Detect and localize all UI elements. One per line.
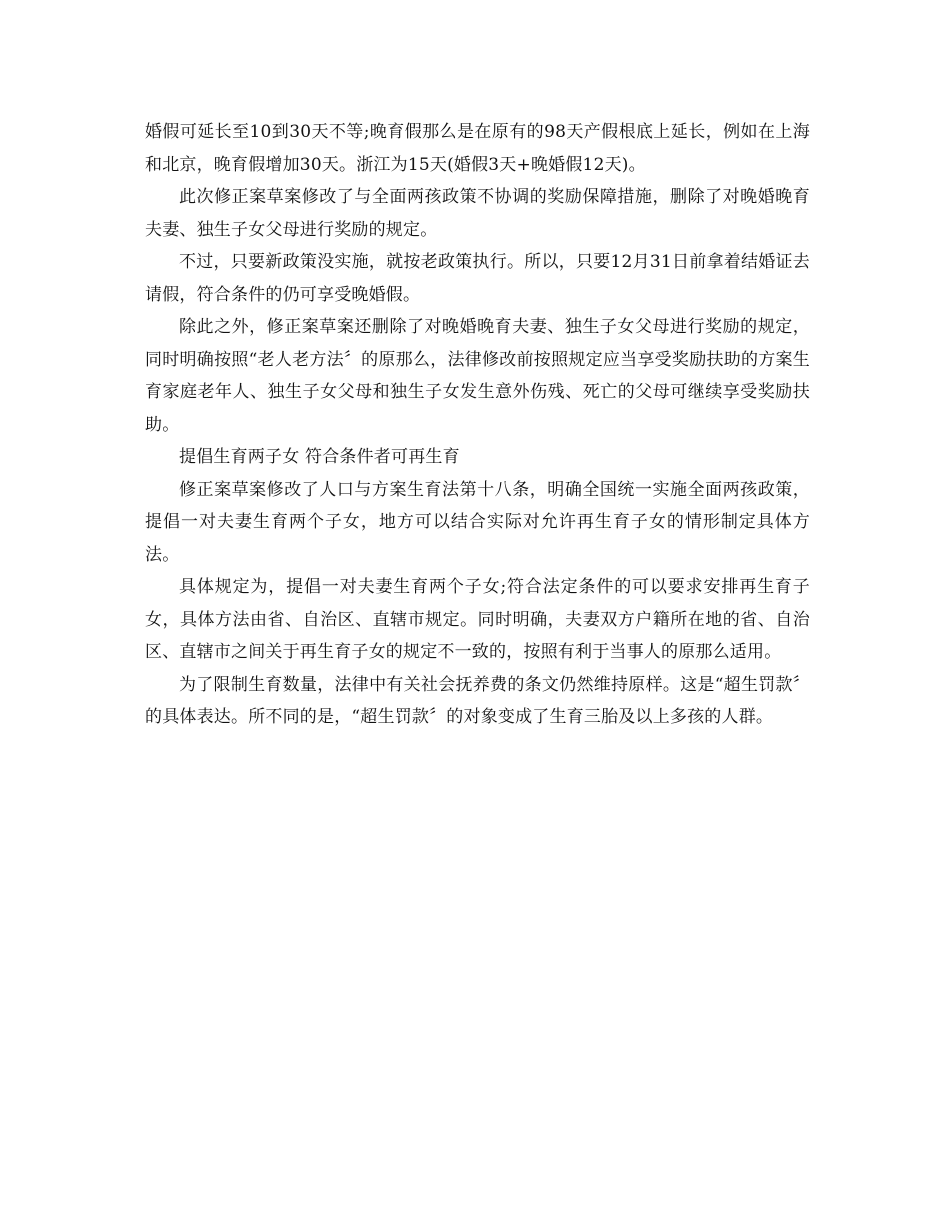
section-heading: 提倡生育两子女 符合条件者可再生育	[179, 447, 460, 467]
paragraph-amendment-rewards: 此次修正案草案修改了与全面两孩政策不协调的奖励保障措施，删除了对晚婚晚育夫妻、独生子女父母进行奖励的规定。	[145, 187, 810, 240]
paragraph-specific-rules: 具体规定为，提倡一对夫妻生育两个子女;符合法定条件的可以要求安排再生育子女，具体方法由省、自治区、直辖市规定。同时明确，夫妻双方户籍所在地的省、自治区、直辖市之间关于再生育子女的规定不一致的，按照有利于当事人的原那么适用。	[145, 577, 810, 662]
paragraph-old-method: 除此之外，修正案草案还删除了对晚婚晚育夫妻、独生子女父母进行奖励的规定，同时明确按照“老人老方法〞的原那么，法律修改前按照规定应当享受奖励扶助的方案生育家庭老年人、独生子女父母和独生子女发生意外伤残、死亡的父母可继续享受奖励扶助。	[145, 317, 810, 435]
paragraph-article-18: 修正案草案修改了人口与方案生育法第十八条，明确全国统一实施全面两孩政策，提倡一对夫妻生育两个子女，地方可以结合实际对允许再生育子女的情形制定具体方法。	[145, 479, 810, 565]
document-page	[145, 116, 810, 734]
paragraph-leave-extension: 婚假可延长至10到30天不等;晚育假那么是在原有的98天产假根底上延长，例如在上海和北京，晚育假增加30天。浙江为15天(婚假3天+晚婚假12天)。	[145, 122, 810, 175]
paragraph-old-policy: 不过，只要新政策没实施，就按老政策执行。所以，只要12月31日前拿着结婚证去请假，符合条件的仍可享受晚婚假。	[145, 252, 810, 305]
paragraph-social-fee: 为了限制生育数量，法律中有关社会抚养费的条文仍然维持原样。这是“超生罚款〞的具体表达。所不同的是，“超生罚款〞的对象变成了生育三胎及以上多孩的人群。	[145, 674, 810, 727]
